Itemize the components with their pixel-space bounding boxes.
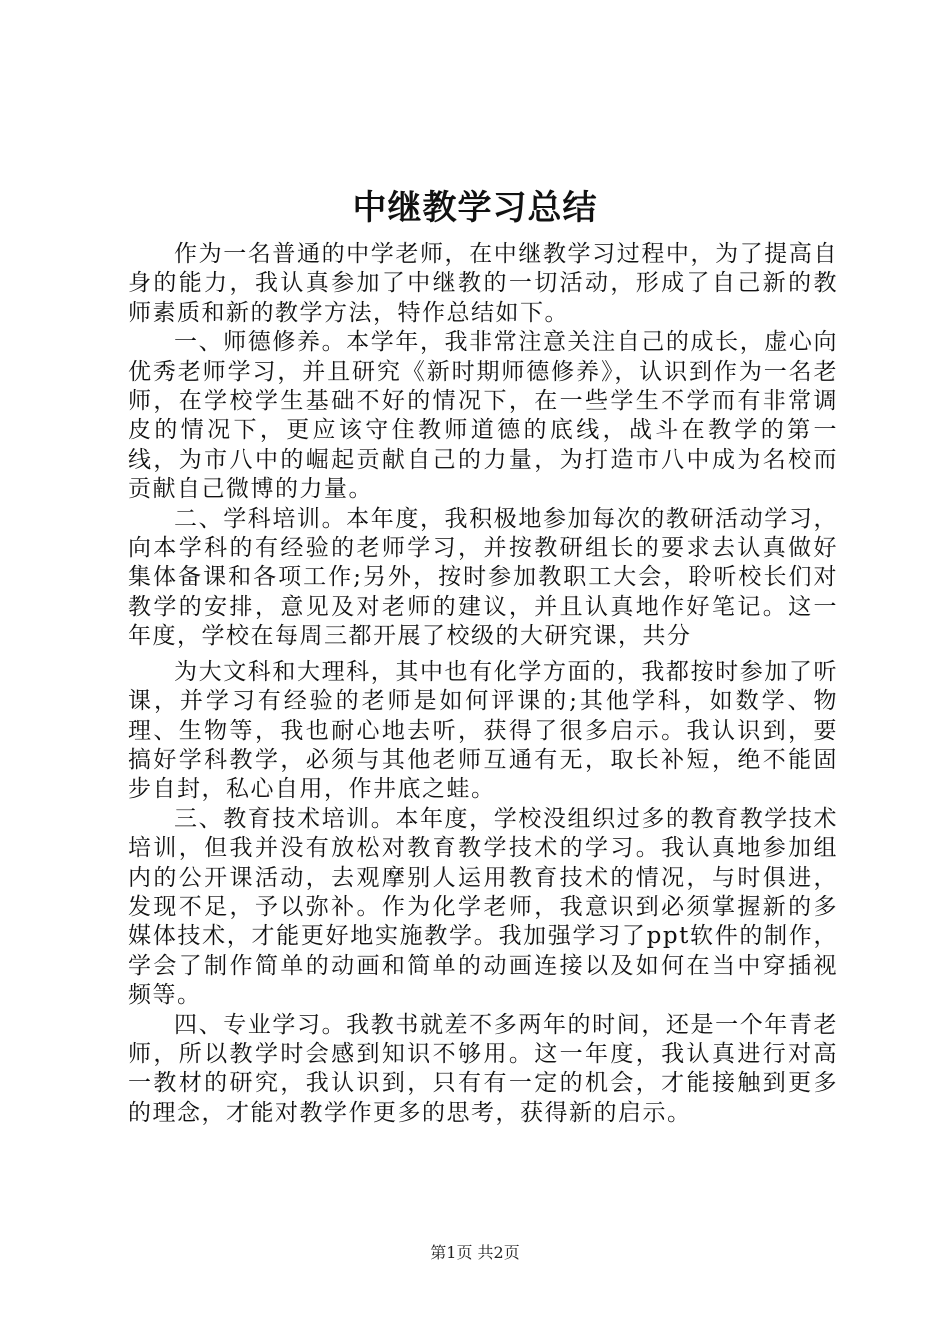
paragraph-professional-study: 四、专业学习。我教书就差不多两年的时间，还是一个年青老师，所以教学时会感到知识不够用。这一年度，我认真进行对高一教材的研究，我认识到，只有有一定的机会，才能接触到更多的理念，才能对教学作更多的思考，获得新的启示。 [128,1011,838,1126]
paragraph-ethics: 一、师德修养。本学年，我非常注意关注自己的成长，虚心向优秀老师学习，并且研究《新时期师德修养》，认识到作为一名老师，在学校学生基础不好的情况下，在一些学生不学而有非常调皮的情况下，更应该守住教师道德的底线，战斗在教学的第一线，为市八中的崛起贡献自己的力量，为打造市八中成为名校而贡献自己微博的力量。 [128,329,838,503]
paragraph-intro: 作为一名普通的中学老师，在中继教学习过程中，为了提高自身的能力，我认真参加了中继教的一切活动，形成了自己新的教师素质和新的教学方法，特作总结如下。 [128,241,838,326]
document-body [128,240,838,1128]
paragraph-subject-training: 二、学科培训。本年度，我积极地参加每次的教研活动学习，向本学科的有经验的老师学习，并按教研组长的要求去认真做好集体备课和各项工作;另外，按时参加教职工大会，聆听校长们对教学的安排，意见及对老师的建议，并且认真地作好笔记。这一年度，学校在每周三都开展了校级的大研究课，共分 [128,505,838,650]
page-footer: 第1页 共2页 [430,1243,520,1262]
document-title: 中继教学习总结 [352,188,598,228]
paragraph-subject-training-continued: 为大文科和大理科，其中也有化学方面的，我都按时参加了听课，并学习有经验的老师是如何评课的;其他学科，如数学、物理、生物等，我也耐心地去听，获得了很多启示。我认识到，要搞好学科教学，必须与其他老师互通有无，取长补短，绝不能固步自封，私心自用，作井底之蛙。 [128,658,838,803]
paragraph-technology-training: 三、教育技术培训。本年度，学校没组织过多的教育教学技术培训，但我并没有放松对教育教学技术的学习。我认真地参加组内的公开课活动，去观摩别人运用教育技术的情况，与时俱进，发现不足，予以弥补。作为化学老师，我意识到必须掌握新的多媒体技术，才能更好地实施教学。我加强学习了ppt软件的制作，学会了制作简单的动画和简单的动画连接以及如何在当中穿插视频等。 [128,805,838,1009]
